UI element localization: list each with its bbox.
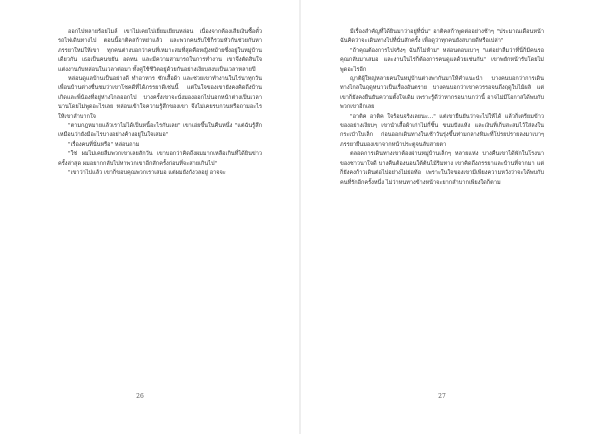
paragraph: "ใช่ ผมไม่เคยลืมพวกเขาเลยสักวัน เขาบอกว่าคิดถึงผมมากเหลือเกินที่ได้ยินข่าวครั้งล่าสุด ผมอยากกลับไปหาพวกเขาอีกสักครั้งก่อนที่จะสายเกินไป" xyxy=(58,151,262,167)
page-number-left: 26 xyxy=(136,393,144,400)
right-page-text xyxy=(340,28,544,188)
paragraph: ตลอดการเดินทางเขาต้องผ่านหมู่บ้านเล็กๆ หลายแห่ง บางคืนเขาได้พักในโรงนาของชาวนาใจดี บางคืนต้องนอนใต้ต้นไม้ริมทาง เขาคิดถึงภรรยาและบ้านที่จากมา แต่ก็ยังคงก้าวเดินต่อไปอย่างไม่ย่อท้อ เพราะในใจของเขามีเพียงความหวังว่าจะได้พบกับคนที่รักอีกครั้งหนึ่ง ไม่ว่าหนทางข้างหน้าจะยากลำบากเพียงใดก็ตาม xyxy=(340,151,544,186)
paragraph: ออกไปหลายร้อยไมล์ เขาไม่เคยไปเยี่ยมเยียนหล่อน เนื่องจากต้องเสียเงินซื้อตั๋วรถไฟเดินทางไป ตอนนี้อาติคสก้าหย่าแล้ว และพวกคนรับใช้ก็รวมหัวกันช่วยกันหาภรรยาใหม่ให้เขา ทุกคนต่างบอกว่าคนที่เหมาะสมที่สุดคือหญิงหม้ายซึ่งอยู่ในหมู่บ้านเดียวกัน เธอเป็นคนขยัน อดทน และมีความสามารถในการทำงาน เขาจึงตัดสินใจแต่งงานกับหล่อนในเวลาต่อมา ทั้งคู่ใช้ชีวิตอยู่ด้วยกันอย่างเงียบสงบเป็นเวลาหลายปี xyxy=(58,29,262,73)
paragraph: ญาติผู้ใหญ่หลายคนในหมู่บ้านต่างพากันมาให้คำแนะนำ บางคนบอกว่าการเดินทางไกลในฤดูหนาวเป็นเรื่องอันตราย บางคนบอกว่าเขาควรรอจนถึงฤดูใบไม้ผลิ แต่เขาก็ยังคงยืนยันความตั้งใจเดิม เพราะรู้ดีว่าหากรอนานกว่านี้ อาจไม่มีโอกาสได้พบกับพวกเขาอีกเลย xyxy=(340,76,544,111)
page-number-right: 27 xyxy=(438,393,446,400)
paragraph: "เรื่องคนที่นั่นหรือ" หล่อนถาม xyxy=(68,141,140,148)
paragraph: "ถ้าคุณต้องการไปจริงๆ ฉันก็ไม่ห้าม" หล่อนตอบเบาๆ "แต่อย่าลืมว่าที่นี่ก็มีคนรอคุณกลับมาเสมอ และงานในไร่ก็ต้องการคนดูแลด้วยเช่นกัน" เขาพยักหน้ารับโดยไม่พูดอะไรอีก xyxy=(340,47,544,73)
paragraph: "อาติค อาติค ใจร้อนจริงเลยนะ..." แต่เขายืนยันว่าจะไปให้ได้ แล้วก็เตรียมข้าวของอย่างเงียบๆ เขานำเสื้อผ้าเก่าไม่กี่ชิ้น ขนมปังแห้ง และเงินที่เก็บสะสมไว้ใส่ลงในกระเป๋าใบเล็ก ก่อนออกเดินทางในเช้าวันรุ่งขึ้นท่ามกลางหิมะที่โปรยปรายลงมาเบาๆ ภรรยายืนมองเขาจากหน้าประตูจนลับสายตา xyxy=(340,113,544,148)
left-page-text xyxy=(58,28,262,179)
paragraph: "ตามกฎหมายแล้วเราไม่ได้เป็นหนี้อะไรกันเลย" เขาเอ่ยขึ้นในคืนหนึ่ง "แต่ฉันรู้สึกเหมือนว่ายังมีอะไรบางอย่างค้างอยู่ในใจเสมอ" xyxy=(58,123,262,139)
paragraph: "เขาว่าไปแล้ว เขาก็ขอบคุณพวกเราเสมอ แต่ผมยังกังวลอยู่ อาจจะ xyxy=(68,170,226,177)
paragraph: มีเรื่องสำคัญที่ได้ยินมาว่าอยู่ที่นั่น" อาติคสก้าพูดต่ออย่างช้าๆ "ประมาณเดือนหน้าฉันคิดว่าจะเดินทางไปที่นั่นสักครั้ง เพื่อดูว่าทุกคนยังสบายดีหรือเปล่า" xyxy=(340,29,544,45)
right-page xyxy=(300,0,600,434)
paragraph: หล่อนดูแลบ้านเป็นอย่างดี ทำอาหาร ซักเสื้อผ้า และช่วยเขาทำงานในไร่นาทุกวัน เพื่อนบ้านต่างชื่นชมว่าเขาโชคดีที่ได้ภรรยาดีเช่นนี้ แต่ในใจของเขายังคงคิดถึงบ้านเกิดและพี่น้องที่อยู่ห่างไกลออกไป บางครั้งเขาจะนั่งมองออกไปนอกหน้าต่างเป็นเวลานานโดยไม่พูดอะไรเลย หล่อนเข้าใจความรู้สึกของเขา จึงไม่เคยรบกวนหรือถามอะไรให้เขาลำบากใจ xyxy=(58,76,262,120)
